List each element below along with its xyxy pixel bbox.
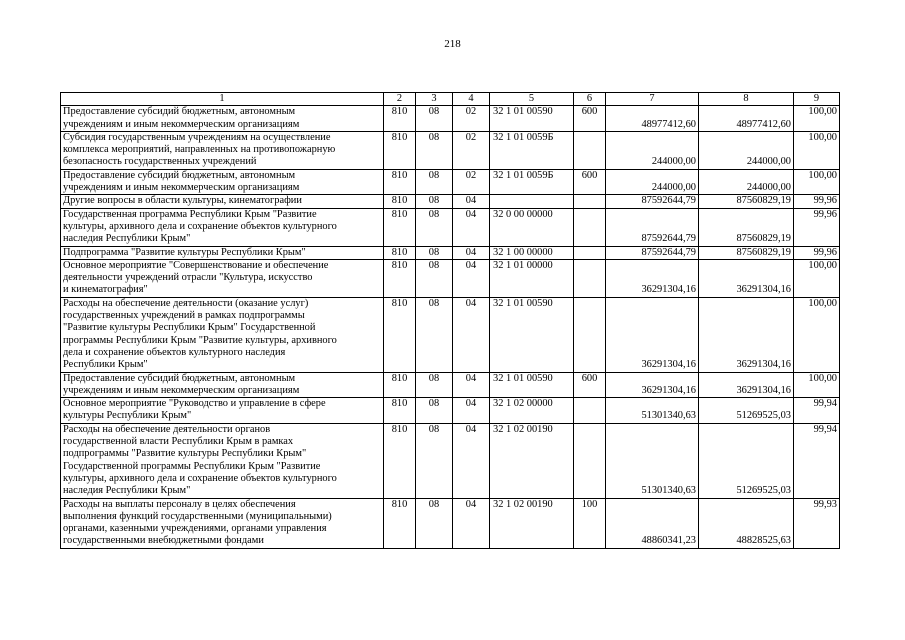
row-name: Другие вопросы в области культуры, кинематографии <box>61 195 384 208</box>
percent-executed: 100,00 <box>794 372 840 398</box>
row-name: Государственная программа Республики Крым "Развитие культуры, архивного дела и сохранение объектов культурного наследия Республики Крым" <box>61 208 384 246</box>
code-target-article: 32 0 00 00000 <box>490 208 574 246</box>
percent-executed: 99,93 <box>794 498 840 548</box>
percent-executed: 100,00 <box>794 297 840 372</box>
row-name: Основное мероприятие "Совершенствование и обеспечение деятельности учреждений отрасли "Культура, искусство и кинематография" <box>61 259 384 297</box>
code-admin: 810 <box>384 259 416 297</box>
amount-executed: 36291304,16 <box>699 372 794 398</box>
row-name: Расходы на обеспечение деятельности (оказание услуг) государственных учреждений в рамках подпрограммы "Развитие культуры Республики Крым" Государственной программы Республики Крым "Развитие культуры, архивного дела и сохранение объектов культурного наследия Республики Крым" <box>61 297 384 372</box>
code-section: 08 <box>416 297 453 372</box>
code-admin: 810 <box>384 195 416 208</box>
table-row <box>61 398 840 424</box>
amount-planned: 51301340,63 <box>606 398 699 424</box>
table-row <box>61 423 840 498</box>
percent-executed: 100,00 <box>794 259 840 297</box>
percent-executed: 99,94 <box>794 398 840 424</box>
code-expense-type <box>574 195 606 208</box>
percent-executed: 100,00 <box>794 131 840 169</box>
code-target-article: 32 1 01 00590 <box>490 372 574 398</box>
code-section: 08 <box>416 372 453 398</box>
amount-planned: 244000,00 <box>606 131 699 169</box>
column-header: 8 <box>699 93 794 106</box>
code-target-article: 32 1 02 00000 <box>490 398 574 424</box>
column-header: 6 <box>574 93 606 106</box>
amount-planned: 244000,00 <box>606 169 699 195</box>
code-subsection: 04 <box>453 398 490 424</box>
percent-executed: 99,96 <box>794 208 840 246</box>
code-target-article: 32 1 01 00000 <box>490 259 574 297</box>
code-subsection: 02 <box>453 106 490 132</box>
percent-executed: 99,94 <box>794 423 840 498</box>
table-row <box>61 246 840 259</box>
amount-executed: 87560829,19 <box>699 195 794 208</box>
amount-executed: 87560829,19 <box>699 246 794 259</box>
code-expense-type: 600 <box>574 169 606 195</box>
code-admin: 810 <box>384 423 416 498</box>
code-expense-type <box>574 259 606 297</box>
amount-planned: 36291304,16 <box>606 259 699 297</box>
table-row <box>61 372 840 398</box>
amount-executed: 244000,00 <box>699 131 794 169</box>
code-admin: 810 <box>384 169 416 195</box>
amount-planned: 48860341,23 <box>606 498 699 548</box>
code-subsection: 04 <box>453 259 490 297</box>
code-expense-type: 600 <box>574 372 606 398</box>
table-row <box>61 498 840 548</box>
code-expense-type: 600 <box>574 106 606 132</box>
code-expense-type <box>574 423 606 498</box>
code-section: 08 <box>416 195 453 208</box>
row-name: Подпрограмма "Развитие культуры Республики Крым" <box>61 246 384 259</box>
code-admin: 810 <box>384 208 416 246</box>
amount-executed: 51269525,03 <box>699 423 794 498</box>
code-target-article: 32 1 01 00590 <box>490 106 574 132</box>
row-name: Расходы на выплаты персоналу в целях обеспечения выполнения функций государственными (муниципальными) органами, казенными учреждениями, органами управления государственными внебюджетными фондами <box>61 498 384 548</box>
code-expense-type <box>574 246 606 259</box>
code-subsection: 02 <box>453 131 490 169</box>
code-subsection: 04 <box>453 498 490 548</box>
code-target-article: 32 1 00 00000 <box>490 246 574 259</box>
table-row <box>61 106 840 132</box>
code-subsection: 04 <box>453 195 490 208</box>
amount-executed: 87560829,19 <box>699 208 794 246</box>
column-header: 7 <box>606 93 699 106</box>
column-header: 4 <box>453 93 490 106</box>
code-admin: 810 <box>384 246 416 259</box>
percent-executed: 99,96 <box>794 246 840 259</box>
column-header: 5 <box>490 93 574 106</box>
code-subsection: 04 <box>453 208 490 246</box>
amount-planned: 36291304,16 <box>606 297 699 372</box>
code-admin: 810 <box>384 398 416 424</box>
code-expense-type <box>574 208 606 246</box>
amount-executed: 244000,00 <box>699 169 794 195</box>
percent-executed: 100,00 <box>794 106 840 132</box>
column-header: 2 <box>384 93 416 106</box>
table-row <box>61 259 840 297</box>
code-admin: 810 <box>384 131 416 169</box>
code-target-article: 32 1 01 0059Б <box>490 169 574 195</box>
code-section: 08 <box>416 208 453 246</box>
amount-planned: 48977412,60 <box>606 106 699 132</box>
amount-executed: 48828525,63 <box>699 498 794 548</box>
amount-planned: 51301340,63 <box>606 423 699 498</box>
code-subsection: 04 <box>453 423 490 498</box>
amount-planned: 87592644,79 <box>606 246 699 259</box>
amount-planned: 87592644,79 <box>606 208 699 246</box>
code-admin: 810 <box>384 106 416 132</box>
code-section: 08 <box>416 131 453 169</box>
row-name: Предоставление субсидий бюджетным, автономным учреждениям и иным некоммерческим организациям <box>61 106 384 132</box>
code-expense-type <box>574 297 606 372</box>
percent-executed: 100,00 <box>794 169 840 195</box>
code-expense-type: 100 <box>574 498 606 548</box>
code-target-article: 32 1 01 0059Б <box>490 131 574 169</box>
code-subsection: 04 <box>453 297 490 372</box>
row-name: Субсидия государственным учреждениям на осуществление комплекса мероприятий, направленных на противопожарную безопасность государственных учреждений <box>61 131 384 169</box>
row-name: Расходы на обеспечение деятельности органов государственной власти Республики Крым в рамках подпрограммы "Развитие культуры Республики Крым" Государственной программы Республики Крым "Развитие культуры, архивного дела и сохранение объектов культурного наследия Республики Крым" <box>61 423 384 498</box>
code-target-article: 32 1 02 00190 <box>490 423 574 498</box>
code-subsection: 04 <box>453 372 490 398</box>
code-subsection: 02 <box>453 169 490 195</box>
code-section: 08 <box>416 106 453 132</box>
amount-executed: 36291304,16 <box>699 259 794 297</box>
amount-planned: 87592644,79 <box>606 195 699 208</box>
amount-executed: 51269525,03 <box>699 398 794 424</box>
amount-planned: 36291304,16 <box>606 372 699 398</box>
table-row <box>61 297 840 372</box>
row-name: Основное мероприятие "Руководство и управление в сфере культуры Республики Крым" <box>61 398 384 424</box>
table-row <box>61 169 840 195</box>
code-expense-type <box>574 398 606 424</box>
page-number: 218 <box>444 38 461 50</box>
code-section: 08 <box>416 398 453 424</box>
amount-executed: 36291304,16 <box>699 297 794 372</box>
code-section: 08 <box>416 498 453 548</box>
code-subsection: 04 <box>453 246 490 259</box>
code-section: 08 <box>416 169 453 195</box>
code-section: 08 <box>416 246 453 259</box>
row-name: Предоставление субсидий бюджетным, автономным учреждениям и иным некоммерческим организациям <box>61 372 384 398</box>
code-admin: 810 <box>384 498 416 548</box>
row-name: Предоставление субсидий бюджетным, автономным учреждениям и иным некоммерческим организациям <box>61 169 384 195</box>
percent-executed: 99,96 <box>794 195 840 208</box>
table-header-row <box>61 93 840 106</box>
amount-executed: 48977412,60 <box>699 106 794 132</box>
code-admin: 810 <box>384 372 416 398</box>
code-section: 08 <box>416 259 453 297</box>
code-admin: 810 <box>384 297 416 372</box>
code-section: 08 <box>416 423 453 498</box>
code-expense-type <box>574 131 606 169</box>
column-header: 3 <box>416 93 453 106</box>
budget-table <box>60 92 840 549</box>
code-target-article: 32 1 02 00190 <box>490 498 574 548</box>
code-target-article: 32 1 01 00590 <box>490 297 574 372</box>
table-row <box>61 131 840 169</box>
column-header: 9 <box>794 93 840 106</box>
table-row <box>61 208 840 246</box>
code-target-article <box>490 195 574 208</box>
table-row <box>61 195 840 208</box>
column-header: 1 <box>61 93 384 106</box>
